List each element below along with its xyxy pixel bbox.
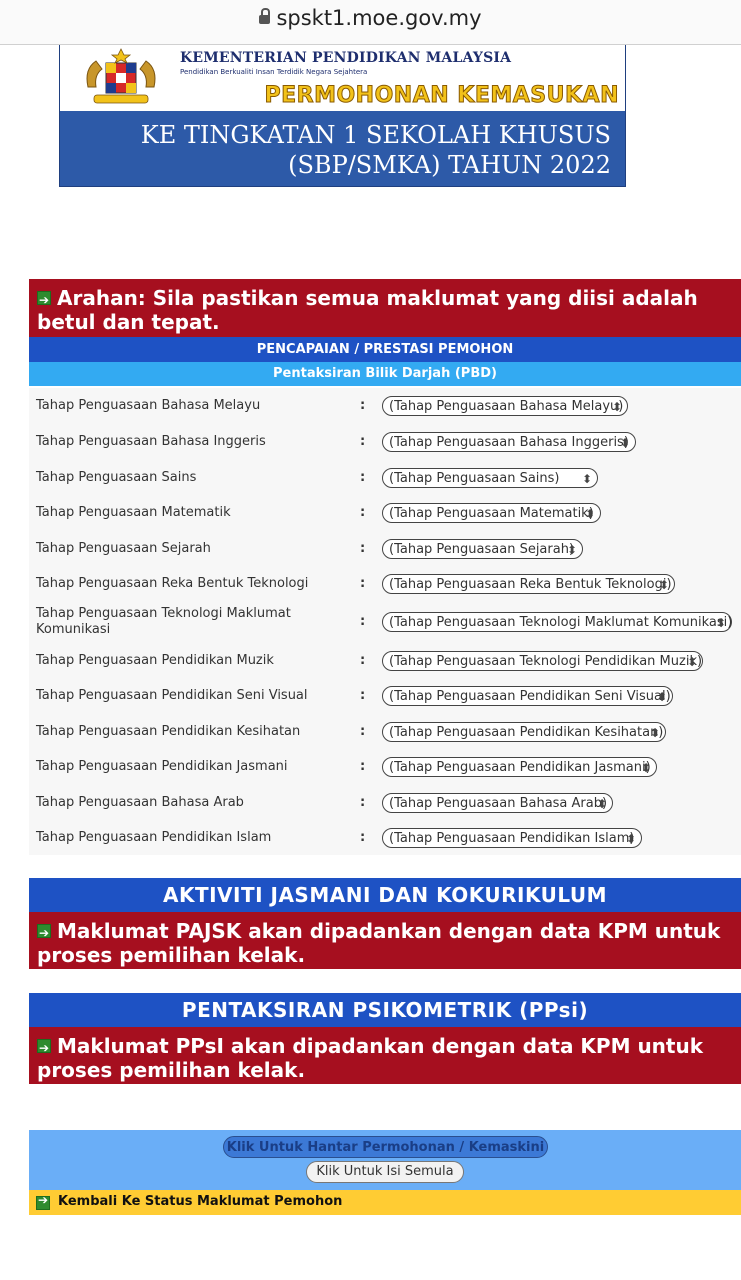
form-row	[29, 820, 741, 855]
banner-subtitle-line1: KE TINGKATAN 1 SEKOLAH KHUSUS	[140, 121, 611, 149]
url-text: spskt1.moe.gov.my	[276, 6, 482, 30]
field-label: Tahap Penguasaan Pendidikan Islam	[36, 830, 272, 845]
field-colon: :	[360, 505, 366, 520]
banner-top	[60, 45, 625, 111]
field-label: Tahap Penguasaan Pendidikan Muzik	[36, 653, 274, 668]
form-row	[29, 601, 741, 643]
form-row	[29, 531, 741, 566]
green-arrow-icon	[37, 1039, 51, 1053]
level-select[interactable]: (Tahap Penguasaan Bahasa Inggeris) ⬍	[382, 432, 636, 452]
green-arrow-icon	[37, 291, 51, 305]
field-label: Tahap Penguasaan Teknologi Maklumat Komunikasi	[36, 606, 291, 637]
ministry-motto: Pendidikan Berkualiti Insan Terdidik Negara Sejahtera	[180, 68, 368, 76]
banner-heading: PERMOHONAN KEMASUKAN	[264, 83, 619, 108]
level-select[interactable]: (Tahap Penguasaan Sains) ⬍	[382, 468, 598, 488]
field-colon: :	[360, 614, 366, 629]
field-colon: :	[360, 541, 366, 556]
browser-url-bar[interactable]	[0, 0, 741, 45]
field-label: Tahap Penguasaan Matematik	[36, 505, 231, 520]
back-link[interactable]: Kembali Ke Status Maklumat Pemohon	[58, 1194, 343, 1209]
field-label: Tahap Penguasaan Bahasa Arab	[36, 795, 244, 810]
notice-ppsi	[29, 1027, 741, 1084]
field-label: Tahap Penguasaan Bahasa Inggeris	[36, 434, 266, 449]
ministry-name: KEMENTERIAN PENDIDIKAN MALAYSIA	[180, 50, 512, 66]
form-row	[29, 495, 741, 531]
lock-icon	[259, 15, 270, 24]
notice-pajsk	[29, 912, 741, 969]
crest-logo-icon	[82, 47, 160, 107]
field-label: Tahap Penguasaan Pendidikan Seni Visual	[36, 688, 308, 703]
field-colon: :	[360, 795, 366, 810]
header-banner	[59, 45, 626, 187]
field-colon: :	[360, 724, 366, 739]
submit-button[interactable]: Klik Untuk Hantar Permohonan / Kemaskini	[223, 1136, 548, 1158]
field-label: Tahap Penguasaan Pendidikan Jasmani	[36, 759, 288, 774]
notice-pajsk-text: Maklumat PAJSK akan dipadankan dengan data KPM untuk proses pemilihan kelak.	[37, 919, 721, 967]
field-label: Tahap Penguasaan Bahasa Melayu	[36, 398, 261, 413]
level-select[interactable]: (Tahap Penguasaan Reka Bentuk Teknologi) ⬍	[382, 574, 675, 594]
back-link-bar[interactable]	[29, 1190, 741, 1215]
section-aktiviti-header: AKTIVITI JASMANI DAN KOKURIKULUM	[29, 878, 741, 912]
level-select[interactable]: (Tahap Penguasaan Teknologi Maklumat Komunikasi) ⬍	[382, 612, 732, 632]
level-select[interactable]: (Tahap Penguasaan Pendidikan Seni Visual) ⬍	[382, 686, 673, 706]
field-colon: :	[360, 830, 366, 845]
notice-arahan-text: Arahan: Sila pastikan semua maklumat yang diisi adalah betul dan tepat.	[37, 286, 698, 334]
form-row	[29, 678, 741, 714]
banner-subtitle	[60, 111, 625, 186]
field-colon: :	[360, 653, 366, 668]
form-row	[29, 749, 741, 785]
level-select[interactable]: (Tahap Penguasaan Teknologi Pendidikan Muzik) ⬍	[382, 651, 703, 671]
field-colon: :	[360, 688, 366, 703]
subsection-pbd-header: Pentaksiran Bilik Darjah (PBD)	[29, 362, 741, 386]
form-row	[29, 566, 741, 601]
form-row	[29, 714, 741, 749]
field-label: Tahap Penguasaan Sejarah	[36, 541, 211, 556]
notice-ppsi-text: Maklumat PPsI akan dipadankan dengan data KPM untuk proses pemilihan kelak.	[37, 1034, 704, 1082]
field-colon: :	[360, 398, 366, 413]
green-arrow-icon	[36, 1196, 50, 1210]
form-row	[29, 643, 741, 678]
level-select[interactable]: (Tahap Penguasaan Pendidikan Jasmani) ⬍	[382, 757, 657, 777]
section-pencapaian-header: PENCAPAIAN / PRESTASI PEMOHON	[29, 337, 741, 362]
submit-area	[29, 1130, 741, 1190]
level-select[interactable]: (Tahap Penguasaan Bahasa Arab) ⬍	[382, 793, 613, 813]
banner-subtitle-line2: (SBP/SMKA) TAHUN 2022	[288, 151, 611, 179]
green-arrow-icon	[37, 924, 51, 938]
level-select[interactable]: (Tahap Penguasaan Bahasa Melayu) ⬍	[382, 396, 628, 416]
form-row	[29, 424, 741, 460]
reset-button[interactable]: Klik Untuk Isi Semula	[306, 1161, 464, 1183]
notice-arahan	[29, 279, 741, 337]
form-row	[29, 460, 741, 495]
field-label: Tahap Penguasaan Reka Bentuk Teknologi	[36, 576, 309, 591]
field-label: Tahap Penguasaan Pendidikan Kesihatan	[36, 724, 301, 739]
level-select[interactable]: (Tahap Penguasaan Pendidikan Kesihatan) ⬍	[382, 722, 666, 742]
section-ppsi-header: PENTAKSIRAN PSIKOMETRIK (PPsi)	[29, 993, 741, 1027]
level-select[interactable]: (Tahap Penguasaan Sejarah) ⬍	[382, 539, 583, 559]
form-row	[29, 785, 741, 820]
field-colon: :	[360, 434, 366, 449]
field-colon: :	[360, 470, 366, 485]
url-display[interactable]	[0, 6, 741, 30]
field-colon: :	[360, 759, 366, 774]
level-select[interactable]: (Tahap Penguasaan Matematik) ⬍	[382, 503, 601, 523]
form-row	[29, 388, 741, 424]
level-select[interactable]: (Tahap Penguasaan Pendidikan Islam) ⬍	[382, 828, 642, 848]
field-label: Tahap Penguasaan Sains	[36, 470, 197, 485]
field-colon: :	[360, 576, 366, 591]
